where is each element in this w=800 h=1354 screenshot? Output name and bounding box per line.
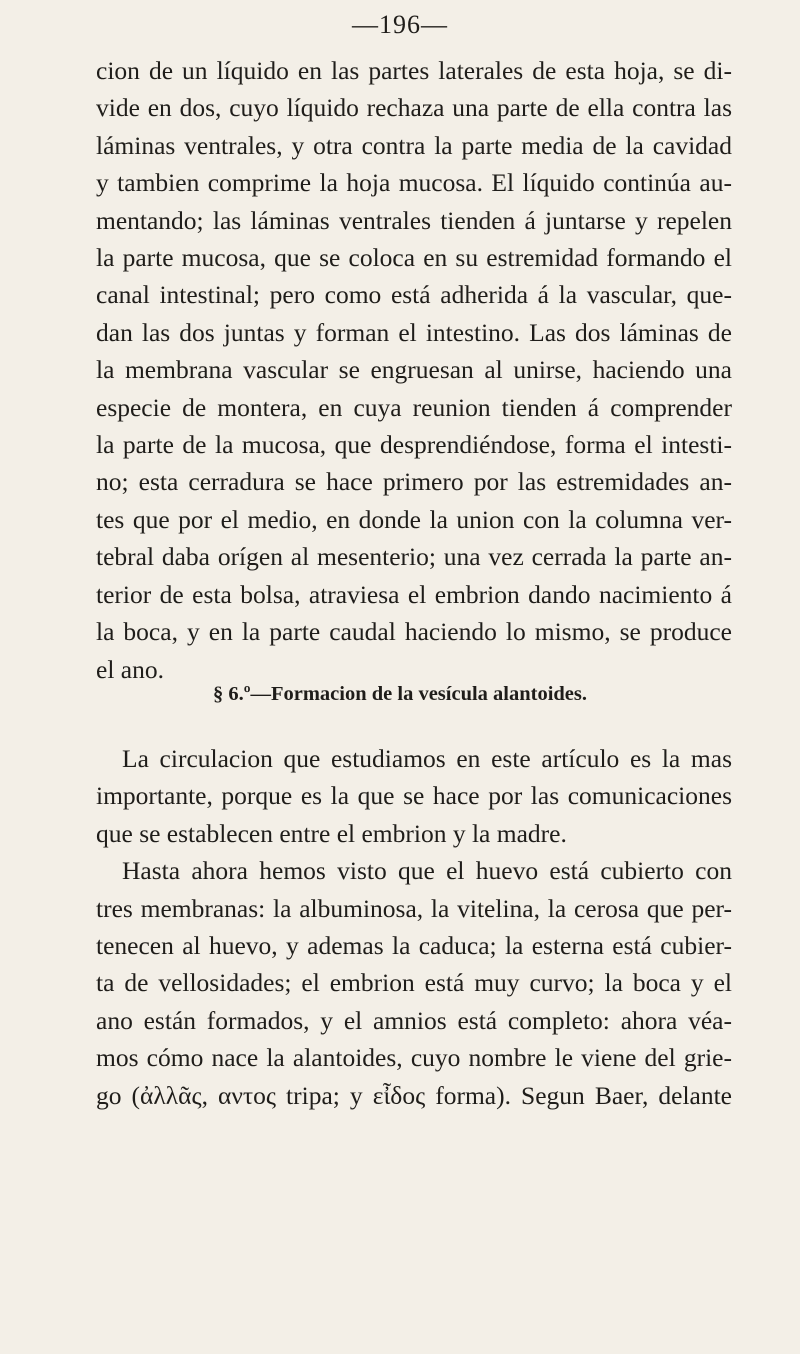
text-line: ano están formados, y el amnios está completo: ahora véa- (96, 1005, 732, 1035)
text-line: mentando; las láminas ventrales tienden á juntarse y repelen (96, 205, 732, 235)
text-line: tebral daba orígen al mesenterio; una vez cerrada la parte an- (96, 542, 732, 572)
text-line: cion de un líquido en las partes laterales de esta hoja, se di- (96, 56, 732, 85)
text-line: tres membranas: la albuminosa, la vitelina, la cerosa que per- (96, 893, 732, 923)
text-line: no; esta cerradura se hace primero por las estremidades an- (96, 467, 732, 497)
paragraph-2-3 (96, 740, 732, 1114)
text-line: y tambien comprime la hoja mucosa. El líquido continúa au- (96, 168, 732, 198)
text-line: la boca, y en la parte caudal haciendo lo mismo, se produce (96, 617, 732, 647)
text-line: Hasta ahora hemos visto que el huevo está cubierto con (122, 856, 732, 886)
text-line: importante, porque es la que se hace por las comunicaciones (96, 781, 732, 811)
text-line: la parte de la mucosa, que desprendiéndose, forma el intesti- (96, 430, 732, 460)
text-line: el ano. (96, 654, 164, 684)
text-line: especie de montera, en cuya reunion tienden á comprender (96, 392, 732, 422)
text-line: la membrana vascular se engruesan al unirse, haciendo una (96, 355, 732, 385)
text-line: láminas ventrales, y otra contra la parte media de la cavidad (96, 130, 732, 160)
text-line: tes que por el medio, en donde la union con la columna ver- (96, 504, 732, 534)
text-line: dan las dos juntas y forman el intestino. Las dos láminas de (96, 317, 732, 347)
text-line: vide en dos, cuyo líquido rechaza una parte de ella contra las (96, 93, 732, 123)
text-line: que se establecen entre el embrion y la madre. (96, 818, 567, 848)
text-line: ta de vellosidades; el embrion está muy curvo; la boca y el (96, 968, 732, 998)
text-line: tenecen al huevo, y ademas la caduca; la esterna está cubier- (96, 931, 732, 961)
text-line: La circulacion que estudiamos en este artículo es la mas (122, 744, 732, 773)
text-line: go (ἀλλᾶς, αντος tripa; y εἶδος forma). Segun Baer, delante (96, 1080, 732, 1110)
text-line: terior de esta bolsa, atraviesa el embrion dando nacimiento á (96, 579, 732, 609)
text-line: mos cómo nace la alantoides, cuyo nombre le viene del grie- (96, 1043, 732, 1073)
section-heading: § 6.º—Formacion de la vesícula alantoides. (212, 683, 588, 705)
text-line: la parte mucosa, que se coloca en su estremidad formando el (96, 243, 732, 273)
page-number: —196— (352, 10, 448, 39)
text-line: canal intestinal; pero como está adherida á la vascular, que- (96, 280, 732, 310)
paragraph-1 (96, 52, 732, 688)
